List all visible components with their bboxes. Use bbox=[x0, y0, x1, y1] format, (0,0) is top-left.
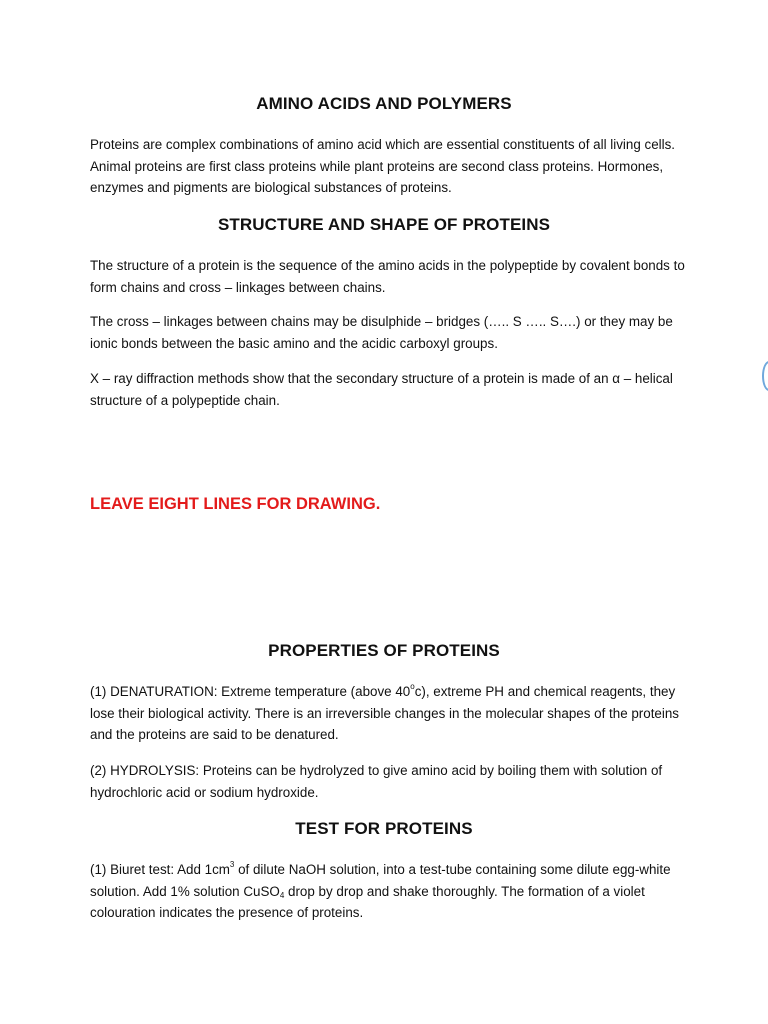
biuret-text-part3: drop by drop and shake thoroughly. The formation of a violet colouration indicates the presence of proteins. bbox=[90, 883, 645, 920]
section-title-amino-acids: AMINO ACIDS AND POLYMERS bbox=[256, 94, 512, 113]
paragraph-biuret-test bbox=[90, 859, 685, 924]
cubic-superscript: 3 bbox=[229, 860, 235, 869]
section-title-properties: PROPERTIES OF PROTEINS bbox=[268, 641, 500, 660]
degree-superscript: o bbox=[410, 682, 415, 691]
denaturation-text-end: c), extreme PH and chemical reagents, they lose their biological activity. There is an irreversible changes in the molecular shapes of the proteins and the proteins are said to be denatured. bbox=[90, 684, 679, 742]
sulfate-subscript: 4 bbox=[279, 890, 285, 900]
paragraph-structure-definition: The structure of a protein is the sequence of the amino acids in the polypeptide by covalent bonds to form chains and cross – linkages between chains. bbox=[90, 258, 685, 295]
paragraph-proteins-intro: Proteins are complex combinations of amino acid which are essential constituents of all living cells. Animal proteins are first class proteins while plant proteins are second class proteins. Hormones, enzymes and pigments are biological substances of proteins. bbox=[90, 137, 676, 195]
paragraph-denaturation bbox=[90, 681, 685, 746]
page-edge-mark bbox=[762, 361, 768, 391]
paragraph-cross-linkages: The cross – linkages between chains may be disulphide – bridges (….. S ….. S….) or they may be ionic bonds between the basic amino and the acidic carboxyl groups. bbox=[90, 314, 673, 351]
biuret-text-part1: (1) Biuret test: Add 1cm bbox=[90, 862, 230, 877]
paragraph-xray-diffraction: X – ray diffraction methods show that the secondary structure of a protein is made of an α – helical structure of a polypeptide chain. bbox=[90, 371, 673, 408]
biuret-text-part2: of dilute NaOH solution, into a test-tube containing some dilute egg-white solution. Add 1% solution CuSO bbox=[90, 862, 671, 899]
section-title-structure: STRUCTURE AND SHAPE OF PROTEINS bbox=[217, 215, 551, 234]
denaturation-text-start: (1) DENATURATION: Extreme temperature (above 40 bbox=[90, 684, 411, 699]
section-title-test: TEST FOR PROTEINS bbox=[295, 819, 473, 838]
paragraph-hydrolysis: (2) HYDROLYSIS: Proteins can be hydrolyzed to give amino acid by boiling them with solution of hydrochloric acid or sodium hydroxide. bbox=[90, 763, 663, 800]
drawing-instruction-note: LEAVE EIGHT LINES FOR DRAWING. bbox=[90, 495, 381, 513]
